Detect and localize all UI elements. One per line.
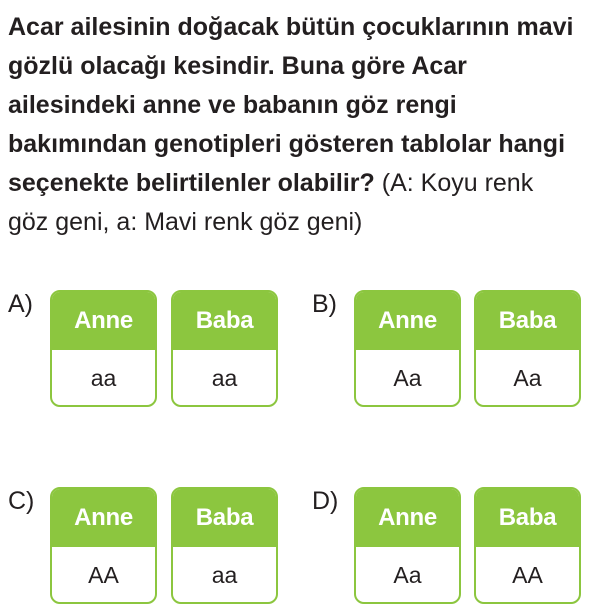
anne-header: Anne (52, 489, 155, 547)
baba-header: Baba (173, 489, 276, 547)
baba-genotype: AA (512, 562, 543, 588)
option-c-label[interactable]: C) (8, 487, 35, 515)
option-d-label[interactable]: D) (312, 487, 339, 515)
option-b-anne-table[interactable] (354, 290, 461, 407)
option-a-baba-table[interactable] (171, 290, 278, 407)
question-text (8, 8, 578, 242)
baba-header: Baba (476, 292, 579, 350)
baba-header: Baba (476, 489, 579, 547)
baba-genotype: Aa (513, 365, 542, 391)
option-c-baba-table[interactable] (171, 487, 278, 604)
anne-genotype: Aa (393, 365, 422, 391)
baba-header: Baba (173, 292, 276, 350)
anne-header: Anne (52, 292, 155, 350)
option-a-label[interactable]: A) (8, 290, 33, 318)
option-b-label[interactable]: B) (312, 290, 337, 318)
anne-genotype: aa (90, 365, 117, 391)
anne-header: Anne (356, 292, 459, 350)
option-b-baba-table[interactable] (474, 290, 581, 407)
question-bold-text: Acar ailesinin doğacak bütün çocuklarının mavi gözlü olacağı kesindir. Buna göre Acar ailesindeki anne ve babanın göz rengi bakımından genotipleri gösteren tablolar hangi seçenekte belirtilenler olabilir? (8, 13, 574, 197)
baba-genotype: aa (211, 562, 238, 588)
option-c-anne-table[interactable] (50, 487, 157, 604)
baba-genotype: aa (211, 365, 238, 391)
anne-genotype: Aa (393, 562, 422, 588)
option-a-anne-table[interactable] (50, 290, 157, 407)
anne-genotype: AA (88, 562, 119, 588)
option-d-anne-table[interactable] (354, 487, 461, 604)
gene-legend-text: (A: Koyu renk göz geni, a: Mavi renk göz geni) (8, 169, 534, 236)
anne-header: Anne (356, 489, 459, 547)
option-d-baba-table[interactable] (474, 487, 581, 604)
